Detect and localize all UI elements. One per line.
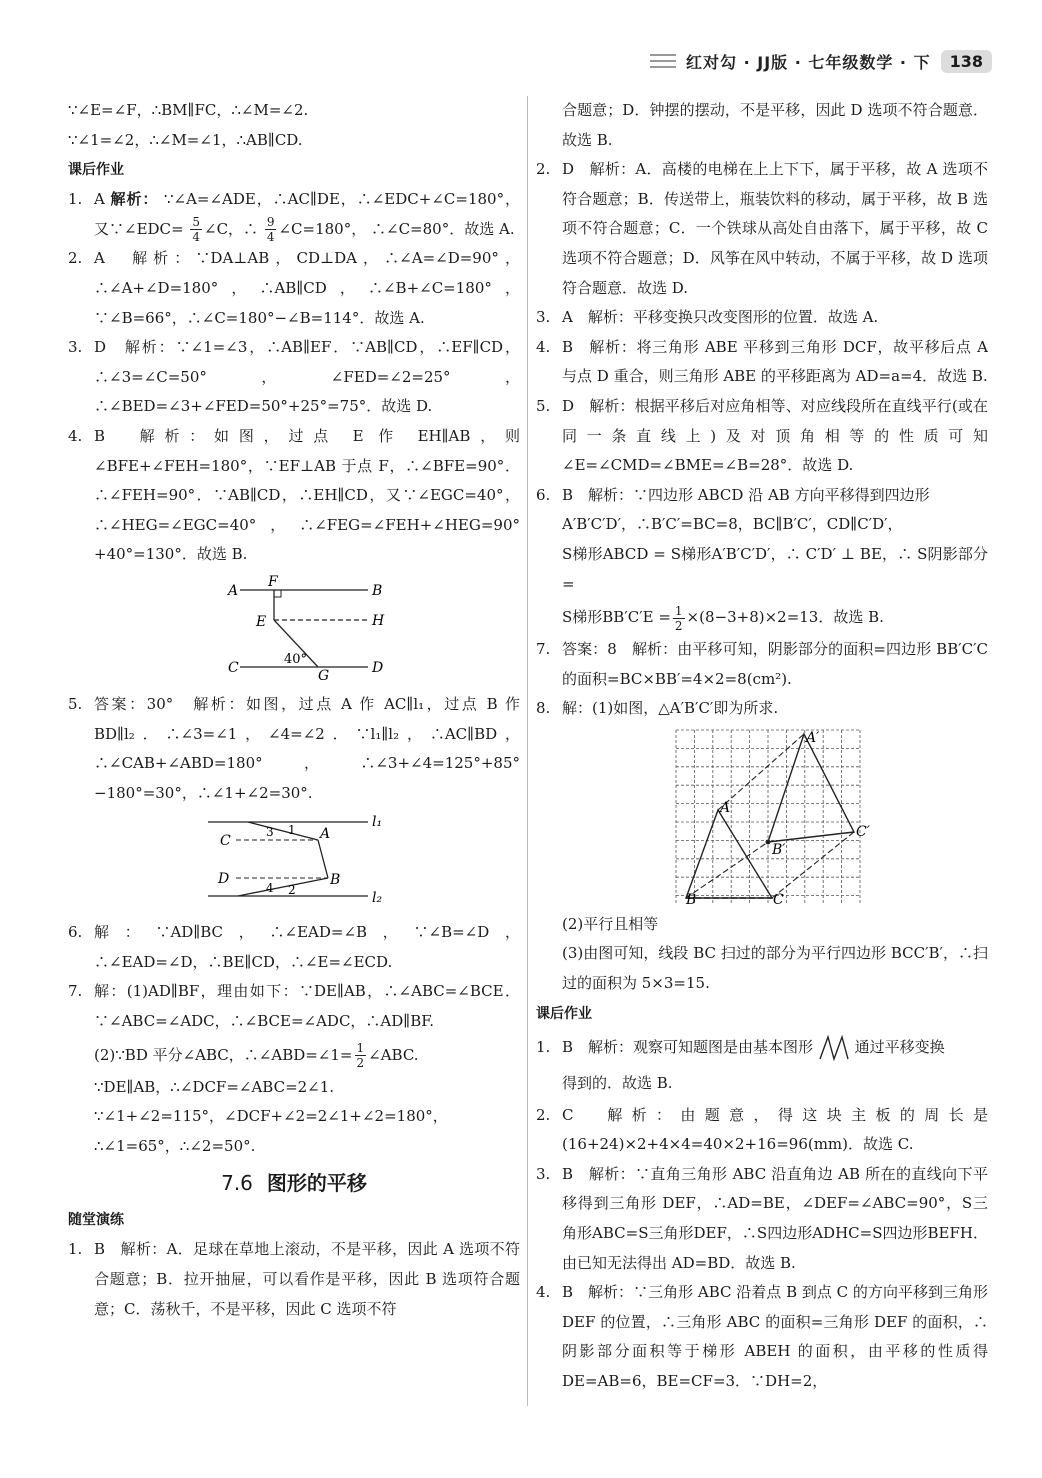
item-number: 8. (536, 699, 551, 718)
answer-item-7-line3: ∵DE∥AB，∴∠DCF=∠ABC=2∠1. (94, 1077, 335, 1096)
item-text: A 解析：∵DA⊥AB，CD⊥DA，∴∠A=∠D=90°，∴∠A+∠D=180°，∴AB∥CD，∴∠B+∠C=180°，∵∠B=66°，∴∠C=180°−∠B=114°．故选 A. (94, 249, 520, 327)
answer-item-s3 (536, 1160, 988, 1278)
item-number: 4. (536, 337, 551, 356)
grid-label-B1: B′ (772, 841, 786, 858)
answer-item-r8-part3: (3)由图可知，线段 BC 扫过的部分为平行四边形 BCC′B′，∴扫过的面积为 5×3=15. (562, 944, 988, 993)
item-text: 答案：30° 解析：如图，过点 A 作 AC∥l₁，过点 B 作 BD∥l₂．∴∠3=∠1，∠4=∠2．∵l₁∥l₂，∴AC∥BD，∴∠CAB+∠ABD=180°，∴∠3+∠4=125°+85°−180°=30°，∴∠1+∠2=30°. (94, 694, 520, 802)
answer-item-r8 (536, 694, 988, 724)
answer-item-7 (68, 977, 520, 1036)
answer-item-r2 (536, 155, 988, 303)
label-B: B (330, 872, 341, 889)
angle-label: 40° (284, 651, 308, 667)
figure-parallel-lines-l1-l2 (68, 812, 520, 914)
item-text: ∴∠C=80°．故选 A. (371, 219, 515, 238)
label-F: F (268, 573, 278, 590)
item-number: 5. (68, 694, 83, 713)
item-number: 2. (68, 249, 83, 268)
item-text: 解：(1)如图，△A′B′C′即为所求. (562, 699, 779, 718)
angle-1: 1 (288, 823, 296, 838)
item-text: A′B′C′D′，∴B′C′=BC=8，BC∥B′C′，CD∥C′D′， (562, 515, 903, 534)
answer-item-r3 (536, 303, 988, 333)
basic-shape-icon (818, 1035, 850, 1061)
label-l1: l₁ (372, 814, 383, 831)
section-heading-homework: 课后作业 (68, 162, 124, 179)
grid-label-C: C (773, 891, 784, 906)
item-text: ∠ABC. (368, 1045, 419, 1064)
grid-label-A: A (720, 799, 731, 816)
label-D: D (218, 871, 230, 888)
item-text: B 解析：∵三角形 ABC 沿着点 B 到点 C 的方向平移到三角形 DEF 的位置，∴三角形 ABC 的面积=三角形 DEF 的面积，∴阴影部分面积等于梯形 ABEH 的面积，由平移的性质得 DE=AB=6，BE=CF=3．∵DH=2， (562, 1283, 988, 1390)
item-number: 4. (68, 426, 83, 445)
answer-item-r7 (536, 635, 988, 694)
answer-item-7-part2 (68, 1037, 520, 1073)
label-E: E (256, 613, 267, 630)
item-text: B 解析：∵直角三角形 ABC 沿直角边 AB 所在的直线向下平移得到三角形 DEF，∴AD=BE，∠DEF=∠ABC=90°，S三角形ABC=S三角形DEF，∴S四边形ADHC=S四边形BEFH．由已知无法得出 AD=BD．故选 B. (562, 1164, 988, 1272)
label-C: C (220, 833, 231, 850)
item-number: 1. (536, 1037, 551, 1056)
right-column (536, 96, 988, 1397)
item-text: B 解析：如图，过点 E 作 EH∥AB，则∠BFE+∠FEH=180°，∵EF⊥AB 于点 F，∴∠BFE=90°．∴∠FEH=90°．∵AB∥CD，∴EH∥CD，又∵∠EGC=40°，∴∠HEG=∠EGC=40°，∴∠FEG=∠FEH+∠HEG=90°+40°=130°．故选 B. (94, 426, 520, 564)
item-text: ∠C，∴ (204, 219, 259, 238)
book-title: 红对勾 · JJ版 · 七年级数学 · 下 (686, 52, 931, 72)
item-text: D 解析：∵∠1=∠3，∴AB∥EF．∵AB∥CD，∴EF∥CD，∴∠3=∠C=50°，∠FED=∠2=25°，∴∠BED=∠3+∠FED=50°+25°=75°．故选 D. (94, 338, 520, 416)
item-text: ×(8−3+8)×2=13．故选 B. (686, 608, 884, 627)
answer-item-8 (68, 1235, 520, 1324)
angle-2: 2 (288, 883, 296, 898)
section-title-7-6 (68, 1161, 520, 1205)
angle-3: 3 (266, 825, 274, 840)
item-text: C 解析：由题意，得这块主板的周长是(16+24)×2+4×4=40×2+16=96(mm)．故选 C. (562, 1105, 988, 1154)
item-text: B 解析：将三角形 ABE 平移到三角形 DCF，故平移后点 A 与点 D 重合，则三角形 ABE 的平移距离为 AD=a=4．故选 B. (562, 337, 988, 386)
item-text: B 解析：A．足球在草地上滚动，不是平移，因此 A 选项不符合题意；B．拉开抽屉，可以看作是平移，因此 B 选项符合题意；C．荡秋千，不是平移，因此 C 选项不符 (94, 1240, 520, 1318)
answer-item-7-line5: ∴∠1=65°，∴∠2=50°. (94, 1136, 256, 1155)
item-text: S梯形ABCD = S梯形A′B′C′D′，∴ C′D′ ⊥ BE，∴ S阴影部分 = (562, 544, 988, 593)
label-B: B (372, 582, 383, 599)
grid-label-A1: A′ (806, 729, 820, 746)
item-number: 6. (68, 923, 83, 942)
left-column (68, 96, 520, 1324)
answer-letter: A (94, 190, 105, 209)
item-number: 5. (536, 396, 551, 415)
item-number: 7. (68, 982, 83, 1001)
angle-4: 4 (266, 881, 274, 896)
item-text: A 解析：平移变换只改变图形的位置．故选 A. (562, 308, 879, 327)
item-number: 3. (536, 308, 551, 327)
section-heading-homework-2: 课后作业 (536, 1005, 592, 1022)
answer-item-r5 (536, 392, 988, 481)
item-number: 2. (536, 1105, 551, 1124)
analysis-label: 解析： (110, 190, 159, 209)
item-number: 3. (536, 1164, 551, 1183)
item-text: (2)∵BD 平分∠ABC，∴∠ABD=∠1= (94, 1045, 353, 1064)
answer-item-1 (68, 185, 520, 244)
item-text: 解：(1)AD∥BF，理由如下：∵DE∥AB，∴∠ABC=∠BCE．∵∠ABC=∠ADC，∴∠BCE=∠ADC，∴AD∥BF. (94, 982, 520, 1031)
answer-item-r8-part2: (2)平行且相等 (562, 914, 659, 933)
answer-item-6 (68, 918, 520, 977)
page-number: 138 (941, 50, 992, 73)
answer-item-s2 (536, 1101, 988, 1160)
label-C: C (228, 659, 239, 676)
item-number: 1. (68, 190, 83, 209)
grid-label-C1: C′ (856, 823, 870, 840)
item-number: 4. (536, 1283, 551, 1302)
item-text: ∵∠A=∠ADE，∴AC∥DE，∴∠EDC+ (163, 190, 432, 209)
label-A: A (320, 826, 331, 843)
item-text: B 解析：∵四边形 ABCD 沿 AB 方向平移得到四边形 (562, 485, 930, 504)
continued-text: 合题意；D．钟摆的摆动，不是平移，因此 D 选项不符合题意．故选 B. (562, 101, 988, 149)
section-heading-practice: 随堂演练 (68, 1212, 124, 1229)
answer-item-5 (68, 690, 520, 808)
figure-parallel-lines-eh (68, 574, 520, 686)
item-line (562, 599, 988, 635)
label-l2: l₂ (372, 890, 383, 907)
header-lines-icon (650, 54, 676, 68)
item-text: 通过平移变换 (854, 1037, 945, 1056)
item-number: 1. (68, 1240, 83, 1259)
item-number: 7. (536, 640, 551, 659)
item-number: 2. (536, 160, 551, 179)
fraction: $\frac{1}{2}$ (674, 603, 683, 633)
item-text: 得到的．故选 B. (562, 1073, 673, 1092)
item-text: D 解析：根据平移后对应角相等、对应线段所在直线平行(或在同一条直线上)及对顶角相等的性质可知∠E=∠CMD=∠BME=∠B=28°．故选 D. (562, 396, 988, 475)
label-A: A (228, 582, 239, 599)
answer-item-r6 (536, 481, 988, 635)
grid-label-B: B (686, 891, 697, 906)
answer-item-s4 (536, 1278, 988, 1396)
item-text: D 解析：A．高楼的电梯在上上下下，属于平移，故 A 选项不符合题意；B．传送带上，瓶装饮料的移动，属于平移，故 B 选项不符合题意；C．一个铁球从高处自由落下，属于平移，故 C 选项不符合题意；D．风筝在风中转动，不属于平移，故 D 选项符合题意．故选 D. (562, 160, 988, 297)
item-text: B 解析：观察可知题图是由基本图形 (562, 1037, 814, 1056)
label-D: D (372, 659, 384, 676)
figure-grid-translation (536, 728, 988, 906)
page-header (650, 48, 992, 74)
item-text: 答案：8 解析：由平移可知，阴影部分的面积=四边形 BB′C′C 的面积=BC×BB′=4×2=8(cm²). (562, 640, 988, 688)
figure-svg (68, 574, 520, 686)
item-number: 6. (536, 485, 551, 504)
column-divider (527, 96, 528, 1406)
answer-item-2 (68, 244, 520, 333)
item-text: ∠C=180°，又∵∠EDC= (94, 190, 520, 238)
item-text: ∠C=180°， (278, 219, 367, 238)
section-number: 7.6 (221, 1171, 253, 1196)
answer-item-4 (68, 422, 520, 570)
figure-svg (68, 812, 520, 914)
fraction: $\frac{9}{4}$ (266, 215, 275, 245)
answer-item-7-line4: ∵∠1+∠2=115°，∠DCF+∠2=2∠1+∠2=180°， (94, 1107, 448, 1126)
intro-line-1: ∵∠E=∠F，∴BM∥FC，∴∠M=∠2. (68, 101, 309, 119)
grid-svg (536, 728, 988, 906)
item-text: 解：∵AD∥BC，∴∠EAD=∠B，∵∠B=∠D，∴∠EAD=∠D，∴BE∥CD，∴∠E=∠ECD. (94, 923, 520, 971)
label-G: G (318, 667, 330, 684)
section-title: 图形的平移 (266, 1171, 367, 1196)
answer-item-r4 (536, 333, 988, 392)
fraction: $\frac{5}{4}$ (192, 215, 201, 245)
intro-line-2: ∵∠1=∠2，∴∠M=∠1，∴AB∥CD. (68, 130, 303, 149)
fraction: $\frac{1}{2}$ (356, 1041, 365, 1071)
item-text: S梯形BB′C′E = (562, 608, 671, 627)
answer-item-s1 (536, 1029, 988, 1101)
answer-item-3 (68, 333, 520, 422)
item-number: 3. (68, 338, 83, 357)
label-H: H (372, 612, 385, 629)
